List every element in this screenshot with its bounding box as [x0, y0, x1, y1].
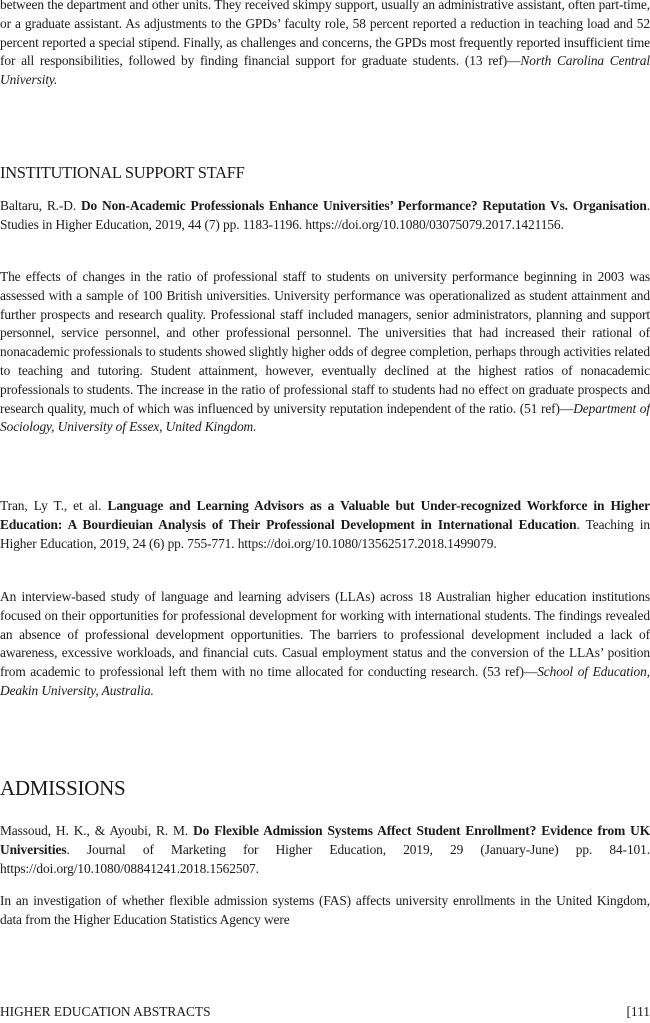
citation-source: . Studies in Higher Education, 2019, 44 (7) pp. 1183-1196. https://doi.org/10.1080/03075079.2017.1421156.: [0, 198, 650, 232]
abstract-affiliation: Department of Sociology, University of Essex, United Kingdom.: [0, 400, 650, 435]
section-heading-institutional-support-staff: INSTITUTIONAL SUPPORT STAFF: [0, 163, 245, 182]
citation-title: Do Flexible Admission Systems Affect Student Enrollment? Evidence from UK Universities: [0, 823, 650, 857]
citation-authors: Massoud, H. K., & Ayoubi, R. M.: [0, 823, 194, 838]
footer-page-number: [111: [626, 1004, 650, 1019]
citation-source: . Journal of Marketing for Higher Education, 2019, 29 (January-June) pp. 84-101. https://doi.org/10.1080/08841241.2018.1562507.: [0, 841, 650, 876]
citation-tran: [0, 497, 650, 553]
citation-authors: Tran, Ly T., et al.: [0, 498, 108, 513]
citation-massoud: [0, 822, 650, 878]
abstract-tran: [0, 588, 650, 701]
section-heading-admissions: ADMISSIONS: [0, 776, 126, 800]
intro-text: between the department and other units. They received skimpy support, usually an administrative assistant, often part-time, or a graduate assistant. As adjustments to the GPDs’ faculty role, 58 percent reported a reduction in teaching load and 52 percent reported a special stipend. Finally, as challenges and concerns, the GPDs most frequently reported insufficient time for all responsibilities, followed by finding financial support for graduate students. (13 ref)—: [0, 0, 650, 69]
abstract-affiliation: School of Education, Deakin University, Australia.: [0, 664, 650, 698]
intro-paragraph: [0, 0, 650, 90]
citation-source: . Teaching in Higher Education, 2019, 24 (6) pp. 755-771. https://doi.org/10.1080/13562517.2018.1499079.: [0, 516, 650, 551]
citation-baltaru: [0, 197, 650, 235]
citation-title: Language and Learning Advisors as a Valuable but Under-recognized Workforce in Higher Education: A Bourdieuian Analysis of Their Professional Development in International Education: [0, 498, 650, 532]
citation-title: Do Non-Academic Professionals Enhance Universities’ Performance? Reputation Vs. Organisation: [80, 198, 647, 213]
citation-authors: Baltaru, R.-D.: [0, 198, 81, 213]
abstract-massoud: [0, 892, 650, 930]
abstract-baltaru: [0, 268, 650, 437]
abstract-text: The effects of changes in the ratio of professional staff to students on university performance beginning in 2003 was assessed with a sample of 100 British universities. University performance was operationalized as student attainment and further prospects and research quality. Professional staff included managers, senior administrators, planning and support personnel, service personnel, and other professional personnel. The universities that had increased their rational of nonacademic professionals to students showed slightly higher odds of degree completion, perhaps through activities related to teaching and tutoring. Student attainment, however, eventually declined at the highest ratios of nonacademic professionals to students. The increase in the ratio of professional staff to students had no effect on graduate prospects and research quality, much of which was influenced by university reputation independent of the ratio. (51 ref)—: [0, 269, 650, 416]
abstract-text: An interview-based study of language and learning advisers (LLAs) across 18 Australian higher education institutions focused on their opportunities for professional development for working with international students. The findings revealed an absence of professional development opportunities. The barriers to professional development included a lack of awareness, excessive workloads, and financial cuts. Casual employment status and the conversion of the LLAs’ position from academic to professional left them with no time allocated for conducting research. (53 ref)—: [0, 589, 650, 680]
abstract-text: In an investigation of whether flexible admission systems (FAS) affects university enrollments in the United Kingdom, data from the Higher Education Statistics Agency were: [0, 893, 650, 927]
page-footer: [0, 1004, 650, 1020]
intro-affiliation: North Carolina Central University.: [0, 53, 650, 88]
footer-journal-name: HIGHER EDUCATION ABSTRACTS: [0, 1004, 211, 1019]
